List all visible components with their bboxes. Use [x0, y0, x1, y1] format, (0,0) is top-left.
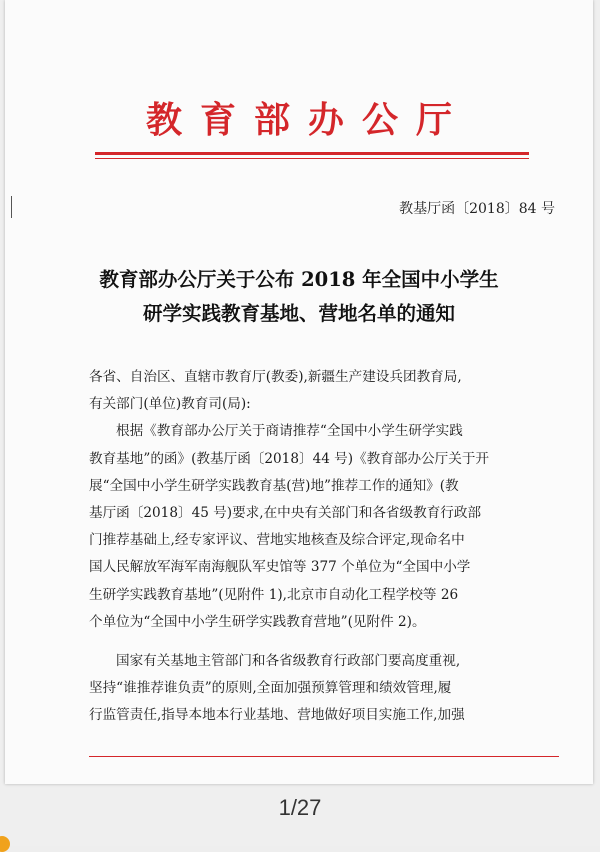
body-line: 行监管责任,指导本地本行业基地、营地做好项目实施工作,加强	[89, 707, 465, 724]
floating-action-dot[interactable]	[0, 836, 10, 852]
page-indicator: 1/27	[278, 795, 322, 820]
body-line: 生研学实践教育基地”(见附件 1),北京市自动化工程学校等 26	[89, 586, 459, 603]
body-line: 坚持“谁推荐谁负责”的原则,全面加强预算管理和绩效管理,履	[89, 680, 452, 697]
body-line: 门推荐基础上,经专家评议、营地实地核查及综合评定,现命名中	[89, 532, 465, 549]
body-line: 国人民解放军海军南海舰队军史馆等 377 个单位为“全国中小学	[89, 559, 471, 576]
body-line: 个单位为“全国中小学生研学实践教育营地”(见附件 2)。	[89, 613, 426, 630]
document-number: 教基厅函〔2018〕84 号	[399, 201, 555, 217]
body-line: 教育基地”的函》(教基厅函〔2018〕44 号)《教育部办公厅关于开	[89, 450, 490, 467]
body-line: 各省、自治区、直辖市教育厅(教委),新疆生产建设兵团教育局,	[89, 369, 462, 385]
header-rule-thick	[95, 152, 529, 155]
document-title-line: 研学实践教育基地、营地名单的通知	[142, 302, 455, 325]
body-line: 国家有关基地主管部门和各省级教育行政部门要高度重视,	[116, 653, 461, 670]
document-page[interactable]	[5, 0, 593, 784]
footer-rule	[89, 756, 559, 757]
body-line: 有关部门(单位)教育司(局):	[89, 396, 251, 413]
body-line: 根据《教育部办公厅关于商请推荐“全国中小学生研学实践	[116, 423, 463, 440]
issuer-header: 教育部办公厅	[145, 99, 470, 141]
margin-mark	[11, 196, 12, 218]
body-line: 展“全国中小学生研学实践教育基(营)地”推荐工作的通知》(教	[89, 477, 459, 494]
document-body	[89, 364, 567, 730]
document-title-line: 教育部办公厅关于公布 2018 年全国中小学生	[99, 268, 499, 291]
body-line: 基厅函〔2018〕45 号)要求,在中央有关部门和各省级教育行政部	[89, 505, 482, 522]
header-rule-thin	[95, 158, 529, 159]
